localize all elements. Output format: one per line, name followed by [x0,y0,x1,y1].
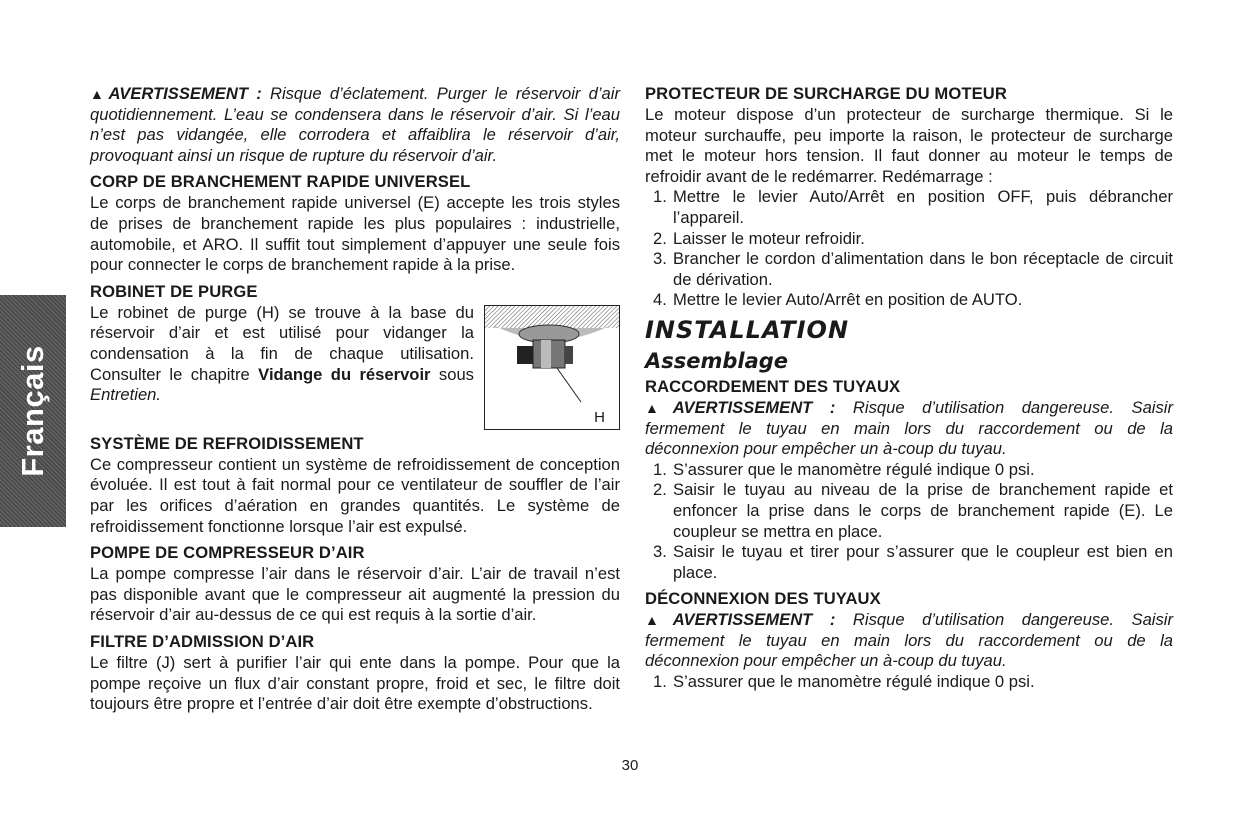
section-title-raccordement: RACCORDEMENT DES TUYAUX [645,376,901,396]
list-item: 1. Mettre le levier Auto/Arrêt en position OFF, puis débrancher l’appareil. [653,187,1173,227]
list-item: 3. Saisir le tuyau et tirer pour s’assurer que le coupleur est bien en place. [653,542,1173,582]
section-title-deconnexion: DÉCONNEXION DES TUYAUX [645,589,881,609]
warning-label: AVERTISSEMENT : [108,84,262,103]
list-item: 1. S’assurer que le manomètre régulé indique 0 psi. [653,459,1035,479]
section-title-protecteur: PROTECTEUR DE SURCHARGE DU MOTEUR [645,84,1007,103]
disconnect-steps [645,672,1173,693]
section-text-robinet: Le robinet de purge (H) se trouve à la base du réservoir d’air et est utilisé pour vidanger la condensation à la fin de chaque utilisation. Consulter le chapitre Vidange du réservoir sous Entretien. [90,302,474,405]
list-item: 4. Mettre le levier Auto/Arrêt en position de AUTO. [653,290,1023,310]
section-title-pompe: POMPE DE COMPRESSEUR D’AIR [90,543,365,563]
language-tab-label: Français [15,345,50,477]
restart-steps [645,187,1173,311]
reference-entretien: Entretien. [90,385,162,405]
connect-steps [645,460,1173,584]
warning-text: Risque d’éclatement. Purger le réservoir d’air quotidiennement. L’eau se condensera dans le réservoir d’air. Si l’eau n’est pas vidangée, elle corrodera et affaiblira le réservoir d’air, provoquant ainsi un risque de rupture du réservoir d’air. [90,84,620,165]
assemblage-heading: Assemblage [645,348,789,373]
language-tab [0,295,66,527]
warning-triangle-icon: ▲ [90,86,108,102]
installation-heading: INSTALLATION [645,315,850,344]
list-item: 2. Laisser le moteur refroidir. [653,228,865,248]
right-column [645,84,1173,693]
section-text-protecteur: Le moteur dispose d’un protecteur de surcharge thermique. Si le moteur surchauffe, peu importe la raison, le protecteur de surcharge met le moteur hors tension. Il faut donner au moteur le temps de refroidir avant de le redémarrer. Redémarrage : [645,105,1173,186]
section-text-filtre: Le filtre (J) sert à purifier l’air qui ente dans la pompe. Pour que la pompe reçoive un flux d’air constant propre, froid et sec, le filtre doit toujours être propre et l’entrée d’air doit être exempte d’obstructions. [90,652,620,714]
section-title-corp: CORP DE BRANCHEMENT RAPIDE UNIVERSEL [90,172,471,192]
warning-deconnexion: ▲AVERTISSEMENT : Risque d’utilisation dangereuse. Saisir fermement le tuyau en main lors du raccordement ou de la déconnexion pour empêcher un à-coup du tuyau. [645,610,1173,671]
section-title-filtre: FILTRE D’ADMISSION D’AIR [90,631,315,651]
list-item: 1. S’assurer que le manomètre régulé indique 0 psi. [653,672,1035,692]
reference-vidange: Vidange du réservoir [258,364,431,384]
warning-triangle-icon: ▲ [645,612,672,629]
section-title-systeme: SYSTÈME DE REFROIDISSEMENT [90,433,364,453]
list-item: 3. Brancher le cordon d’alimentation dans le bon réceptacle de circuit de dérivation. [653,249,1173,289]
section-text-pompe: La pompe compresse l’air dans le réservoir d’air. L’air de travail n’est pas disponible avant que le compresseur ait augmenté la pression du réservoir d’air au-dessus de ce qui est requis à la sortie d’air. [90,564,620,625]
page-number: 30 [621,757,639,774]
warning-triangle-icon: ▲ [645,399,672,416]
section-text-corp: Le corps de branchement rapide universel (E) accepte les trois styles de prises de branchement rapide les plus populaires : industrielle, automobile, et ARO. Il suffit tout simplement d’appuyer une seule fois pour connecter le corps de branchement rapide à la prise. [90,193,620,275]
drain-valve-figure [484,305,620,430]
warning-raccordement: ▲AVERTISSEMENT : Risque d’utilisation dangereuse. Saisir fermement le tuyau en main lors du raccordement ou de la déconnexion pour empêcher un à-coup du tuyau. [645,397,1173,459]
list-item: 2. Saisir le tuyau au niveau de la prise de branchement rapide et enfoncer la prise dans le corps de branchement rapide (E). Le coupleur se mettra en place. [653,480,1173,541]
left-column [90,84,620,715]
section-title-robinet: ROBINET DE PURGE [90,281,258,301]
warning-burst [90,84,620,166]
section-text-systeme: Ce compresseur contient un système de refroidissement de conception évoluée. Il est tout à fait normal pour ce ventilateur de souffler de l’air par les orifices d’aération en grandes quantités. Le système de refroidissement fonctionne lorsque l’air est expulsé. [90,454,620,536]
figure-label-h: H [594,408,605,426]
